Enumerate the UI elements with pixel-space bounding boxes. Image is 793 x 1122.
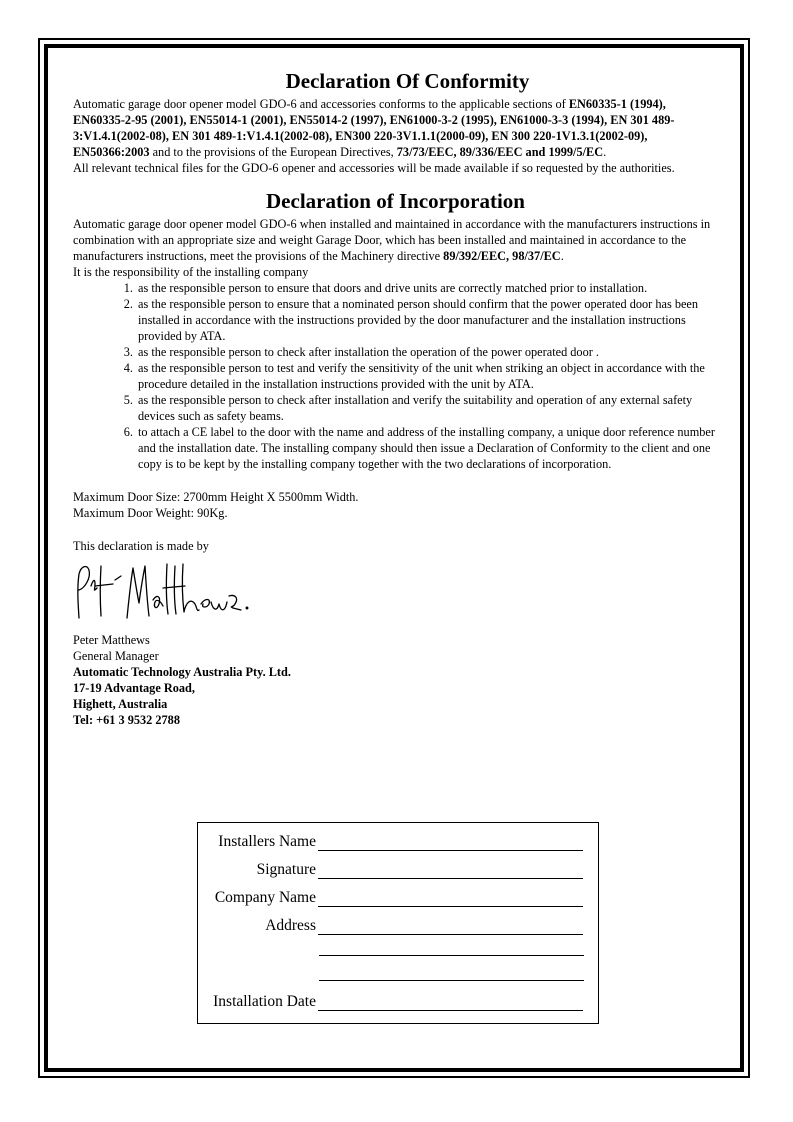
address-field-line-3[interactable] [319,980,584,981]
conformity-standards: EN60335-1 (1994), EN60335-2-95 (2001), EN55014-1 (2001), EN55014-2 (1997), EN61000-3-2 (1995), EN61000-3-3 (1994), EN 301 489-3:V1.4.1(2002-08), EN 301 489-1:V1.4.1(2002-08), EN300 220-3V1.1.1(2000-09), EN 300 220-1V1.3.1(2002-09), EN50366:2003 [73,97,675,159]
max-door-weight: Maximum Door Weight: 90Kg. [73,506,228,520]
company-tel-text: Tel: +61 3 9532 2788 [73,713,180,727]
signature-label: Signature [256,861,316,878]
installation-date-label: Installation Date [213,993,316,1010]
list-item: 1. as the responsible person to ensure that doors and drive units are correctly matched prior to installation. [136,280,718,296]
list-item: 3. as the responsible person to check after installation the operation of the power operated door . [136,344,718,360]
conformity-title: Declaration Of Conformity [285,69,530,93]
incorporation-text-c: . [560,249,564,263]
company-city [73,696,718,712]
conformity-text-a: Automatic garage door opener model GDO-6 and accessories conforms to the applicable sections of [73,97,569,111]
conformity-text-c: and to the provisions of the European Directives, [149,145,397,159]
company-city-text: Highett, Australia [73,697,168,711]
incorporation-paragraph [73,216,718,264]
signatory-role: General Manager [73,649,159,663]
conformity-paragraph [73,96,718,160]
signatory-name: Peter Matthews [73,633,150,647]
conformity-text-e: . [603,145,607,159]
signature-field[interactable] [318,878,583,879]
company-street [73,680,718,696]
address-field-line-2[interactable] [319,955,584,956]
company-name-label: Company Name [214,889,316,906]
declaration-by: This declaration is made by [73,539,209,553]
address-field-line-1[interactable] [318,934,583,935]
incorporation-title: Declaration of Incorporation [266,189,525,213]
address-label: Address [265,917,316,934]
responsibility-list [73,280,718,472]
list-item: 2. as the responsible person to ensure that a nominated person should confirm that the power operated door has been installed in accordance with the instructions provided by the door manufacturer and the installation instructions provided by ATA. [136,296,718,344]
incorporation-text-a: Automatic garage door opener model GDO-6 when installed and maintained in accordance with the manufacturers instructions in combination with an appropriate size and weight Garage Door, which has been installed and maintained in accordance to the manufacturers instructions, meet the provisions of the Machinery directive [73,217,711,263]
handwritten-signature [73,558,253,626]
list-item: 4. as the responsible person to test and verify the sensitivity of the unit when striking an object in accordance with the procedure detailed in the installation instructions provided with the unit by ATA. [136,360,718,392]
max-door-size: Maximum Door Size: 2700mm Height X 5500mm Width. [73,490,359,504]
company-name [73,664,718,680]
incorporation-directive: 89/392/EEC, 98/37/EC [443,249,561,263]
company-street-text: 17-19 Advantage Road, [73,681,195,695]
conformity-files-note: All relevant technical files for the GDO-6 opener and accessories will be made available if so requested by the authorities. [73,161,675,175]
responsibility-intro: It is the responsibility of the installing company [73,265,309,279]
installers-name-label: Installers Name [218,833,316,850]
conformity-directives: 73/73/EEC, 89/336/EEC and 1999/5/EC [396,145,604,159]
list-item: 6. to attach a CE label to the door with the name and address of the installing company, a unique door reference number and the installation date. The installing company should then issue a Declaration of Conformity to the client and one copy is to be kept by the installing company together with the two declarations of incorporation. [136,424,718,472]
installers-name-field[interactable] [318,850,583,851]
document-body [73,66,718,728]
company-tel [73,712,718,728]
company-name-field[interactable] [318,906,583,907]
company-name-text: Automatic Technology Australia Pty. Ltd. [73,665,291,679]
installation-date-field[interactable] [318,1010,583,1011]
installer-form [197,822,599,1024]
list-item: 5. as the responsible person to check after installation and verify the suitability and operation of any external safety devices such as safety beams. [136,392,718,424]
